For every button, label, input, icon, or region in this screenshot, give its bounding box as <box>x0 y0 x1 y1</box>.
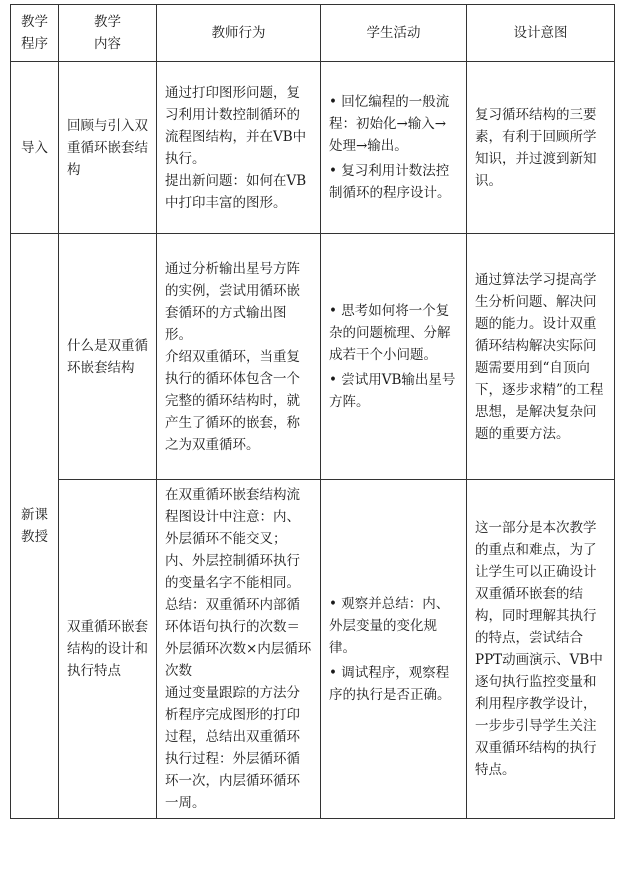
teacher-paragraph: 通过打印图形问题，复习利用计数控制循环的流程图结构，并在VB中执行。 <box>165 84 307 167</box>
content-cell: 什么是双重循环嵌套结构 <box>59 234 157 480</box>
bullet-icon: • <box>329 372 337 388</box>
student-bullet-item: • 观察并总结：内、外层变量的变化规律。 <box>329 595 450 656</box>
header-student: 学生活动 <box>321 5 467 62</box>
student-bullet-item: • 复习利用计数法控制循环的程序设计。 <box>329 163 451 201</box>
stage-cell: 新课教授 <box>11 234 59 819</box>
table-row <box>11 234 615 480</box>
student-cell <box>321 234 467 480</box>
content-cell: 双重循环嵌套结构的设计和执行特点 <box>59 480 157 819</box>
design-cell: 这一部分是本次教学的重点和难点，为了让学生可以正确设计双重循环嵌套的结构，同时理解其执行的特点，尝试结合PPT动画演示、VB中逐句执行监控变量和利用程序教学设计，一步步引导学生关注双重循环结构的执行特点。 <box>467 480 615 819</box>
teacher-paragraph: 介绍双重循环，当重复执行的循环体包含一个完整的循环结构时，就产生了循环的嵌套，称之为双重循环。 <box>165 348 300 453</box>
teacher-cell <box>157 480 321 819</box>
table-row <box>11 62 615 234</box>
teacher-paragraph: 通过变量跟踪的方法分析程序完成图形的打印过程，总结出双重循环执行过程：外层循环循环一次，内层循环循环一周。 <box>165 685 300 811</box>
content-cell: 回顾与引入双重循环嵌套结构 <box>59 62 157 234</box>
table-header-row <box>11 5 615 62</box>
header-stage: 教学 程序 <box>11 5 59 62</box>
teacher-paragraph: 总结：双重循环内部循环体语句执行的次数＝外层循环次数×内层循环次数 <box>165 597 312 679</box>
bullet-icon: • <box>329 94 337 110</box>
student-cell <box>321 62 467 234</box>
bullet-icon: • <box>329 664 337 681</box>
table-row <box>11 480 615 819</box>
header-design: 设计意图 <box>467 5 615 62</box>
bullet-icon: • <box>329 163 337 179</box>
student-bullet-item: • 调试程序，观察程序的执行是否正确。 <box>329 664 451 703</box>
bullet-icon: • <box>329 595 337 612</box>
student-bullet-item: • 思考如何将一个复杂的问题梳理、分解成若干个小问题。 <box>329 303 451 363</box>
teacher-cell <box>157 62 321 234</box>
teacher-cell <box>157 234 321 480</box>
design-cell: 通过算法学习提高学生分析问题、解决问题的能力。设计双重循环结构解决实际问题需要用到“自顶向下，逐步求精”的工程思想，是解决复杂问题的重要方法。 <box>467 234 615 480</box>
teacher-paragraph: 在双重循环嵌套结构流程图设计中注意：内、外层循环不能交叉；内、外层控制循环执行的变量名字不能相同。 <box>165 487 300 591</box>
bullet-icon: • <box>329 303 337 319</box>
teacher-paragraph: 提出新问题：如何在VB中打印丰富的图形。 <box>165 172 307 211</box>
student-bullet-item: • 尝试用VB输出星号方阵。 <box>329 372 456 410</box>
student-bullet-item: • 回忆编程的一般流程：初始化→输入→处理→输出。 <box>329 94 450 154</box>
teacher-paragraph: 通过分析输出星号方阵的实例，尝试用循环嵌套循环的方式输出图形。 <box>165 260 300 343</box>
design-cell: 复习循环结构的三要素，有利于回顾所学知识，并过渡到新知识。 <box>467 62 615 234</box>
header-content: 教学 内容 <box>59 5 157 62</box>
lesson-plan-table <box>10 4 615 819</box>
student-cell <box>321 480 467 819</box>
header-teacher: 教师行为 <box>157 5 321 62</box>
stage-cell: 导入 <box>11 62 59 234</box>
